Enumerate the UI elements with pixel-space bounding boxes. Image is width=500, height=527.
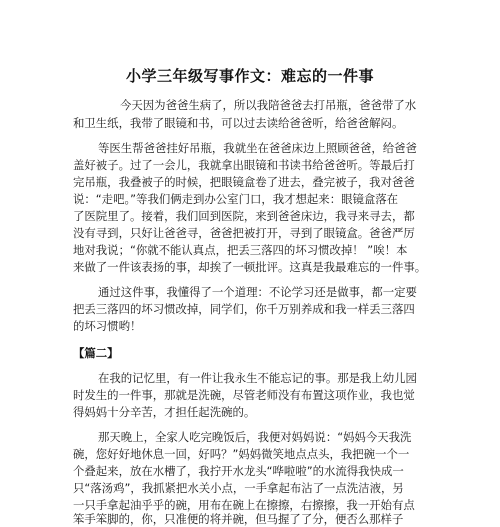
text-line: 个叠起来，放在水槽了，我拧开水龙头“哗啦啦”的水流得我快成一 [73,464,404,478]
text-line: 一只手拿起油乎乎的碗，用布在碗上在擦擦，右擦擦，我一开始有点 [73,498,415,512]
section-heading: 【篇二】 [73,346,119,360]
text-line: 了医院里了。接着，我们回到医院，来到爸爸床边，我寻来寻去，都 [73,209,415,223]
text-line: 时发生的一件事，那就是洗碗，尽管老师没有布置这项作业，我也觉 [73,388,415,402]
text-line: 等医生帮爸爸挂好吊瓶，我就坐在爸爸床边上照顾爸爸，给爸爸 [98,141,417,155]
text-line: 今天因为爸爸生病了，所以我陪爸爸去打吊瓶，爸爸带了水 [120,98,417,112]
text-line: 碗，您好好地休息一回，好吗？”妈妈微笑地点点头，我把碗一个一 [73,447,410,461]
text-line: 的坏习惯哟！ [73,319,142,333]
text-line: 通过这件事，我懂得了一个道理：不论学习还是做事，都一定要 [98,285,417,299]
text-line: 完吊瓶，我叠被子的时候，把眼镜盒卷了进去，叠完被子，我对爸爸 [73,175,415,189]
text-line: 说：“走吧。”等我们俩走到办公室门口，我才想起来：眼镜盒落在 [73,192,399,206]
text-line: 地对我说；“你就不能认真点，把丢三落四的坏习惯改掉！ ”唉！本 [73,243,408,257]
text-line: 笨手笨脚的，你，只准便的将并碗，但马握了了分，便否么那样子 [73,512,404,526]
text-line: 和卫生纸，我带了眼镜和书，可以过去读给爸爸听，给爸爸解闷。 [73,116,404,130]
text-line: 在我的记忆里，有一件让我永生不能忘记的事。那是我上幼儿园 [98,371,417,385]
text-line: 没有寻到，只好让爸爸寻，爸爸把被打开，寻到了眼镜盒。爸爸严厉 [73,226,415,240]
document-title: 小学三年级写事作文：难忘的一件事 [125,67,374,85]
text-line: 只“落汤鸡”，我抓紧把水关小点，一手拿起布沾了一点洗洁液，另 [73,481,404,495]
text-line: 把丢三落四的坏习惯改掉，同学们，你千万别养成和我一样丢三落四 [73,302,415,316]
text-line: 来做了一件该表扬的事，却挨了一顿批评。这真是我最难忘的一件事。 [73,260,427,274]
text-line: 得妈妈十分辛苦，才担任起洗碗的。 [73,405,256,419]
text-line: 那天晚上，全家人吃完晚饭后，我便对妈妈说：“妈妈今天我洗 [98,430,412,444]
text-line: 盖好被子。过了一会儿，我就拿出眼镜和书读书给爸爸听。等最后打 [73,158,415,172]
